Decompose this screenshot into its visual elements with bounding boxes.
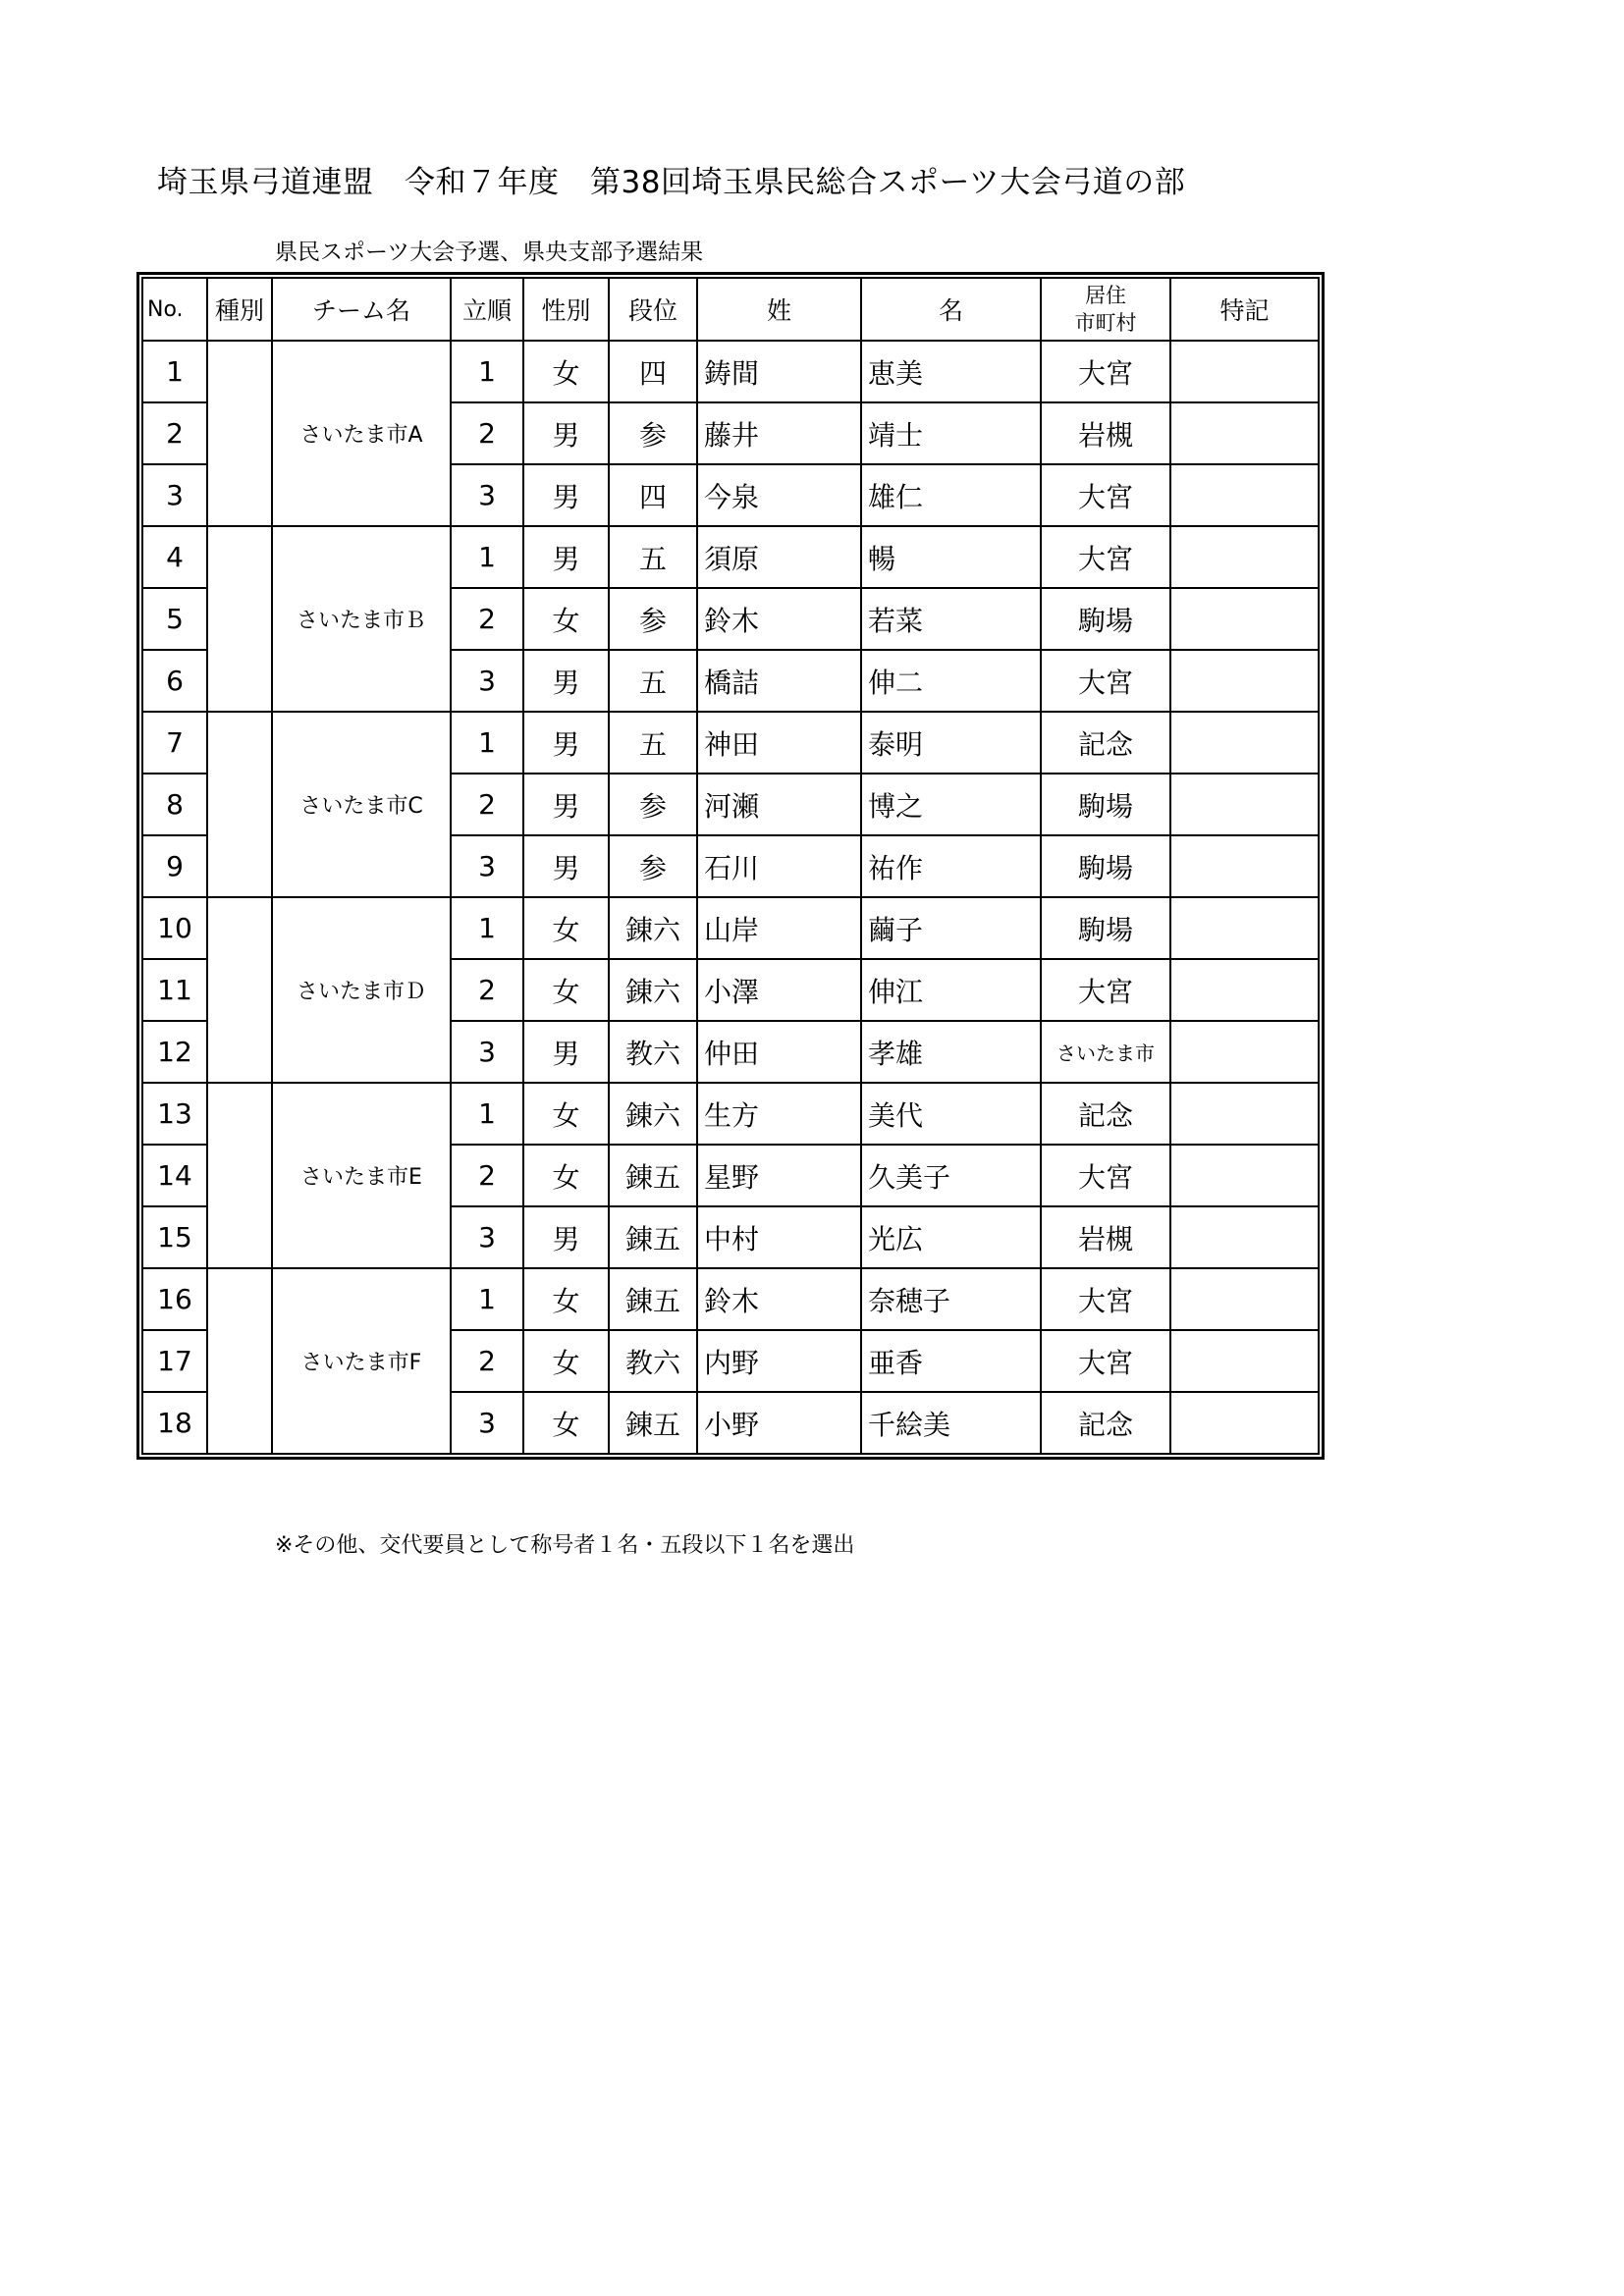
header-team: チーム名 [272, 278, 451, 341]
cell-team-name: さいたま市E [272, 1083, 451, 1268]
cell-surname: 藤井 [697, 402, 861, 464]
cell-gender: 女 [523, 959, 609, 1021]
cell-residence: 岩槻 [1041, 1206, 1170, 1268]
cell-remarks [1170, 650, 1319, 712]
cell-remarks [1170, 341, 1319, 402]
cell-no: 11 [142, 959, 207, 1021]
cell-order: 2 [451, 959, 523, 1021]
header-residence [1041, 278, 1170, 341]
cell-rank: 錬六 [609, 1083, 697, 1145]
footnote: ※その他、交代要員として称号者１名・五段以下１名を選出 [275, 1533, 855, 1558]
cell-category [207, 712, 272, 897]
cell-surname: 神田 [697, 712, 861, 774]
cell-remarks [1170, 1021, 1319, 1083]
table-row [142, 341, 1319, 402]
cell-remarks [1170, 526, 1319, 588]
cell-rank: 錬六 [609, 897, 697, 959]
cell-surname: 須原 [697, 526, 861, 588]
cell-remarks [1170, 897, 1319, 959]
cell-no: 12 [142, 1021, 207, 1083]
cell-no: 3 [142, 464, 207, 526]
cell-given-name: 奈穂子 [861, 1268, 1041, 1330]
cell-remarks [1170, 1145, 1319, 1206]
cell-residence: 駒場 [1041, 588, 1170, 650]
cell-residence: 駒場 [1041, 774, 1170, 835]
cell-residence: 大宮 [1041, 464, 1170, 526]
cell-order: 1 [451, 341, 523, 402]
cell-rank: 四 [609, 341, 697, 402]
cell-no: 14 [142, 1145, 207, 1206]
cell-given-name: 雄仁 [861, 464, 1041, 526]
cell-gender: 女 [523, 1392, 609, 1454]
table-body [142, 341, 1319, 1454]
cell-surname: 鈴木 [697, 1268, 861, 1330]
results-table [141, 277, 1320, 1455]
cell-gender: 男 [523, 835, 609, 897]
cell-gender: 男 [523, 1206, 609, 1268]
cell-remarks [1170, 464, 1319, 526]
cell-category [207, 1268, 272, 1454]
cell-gender: 女 [523, 588, 609, 650]
cell-rank: 五 [609, 526, 697, 588]
cell-given-name: 祐作 [861, 835, 1041, 897]
cell-order: 2 [451, 1145, 523, 1206]
cell-rank: 教六 [609, 1021, 697, 1083]
cell-rank: 参 [609, 588, 697, 650]
cell-category [207, 341, 272, 526]
cell-gender: 男 [523, 650, 609, 712]
cell-order: 1 [451, 1083, 523, 1145]
cell-order: 1 [451, 1268, 523, 1330]
cell-surname: 小野 [697, 1392, 861, 1454]
cell-remarks [1170, 588, 1319, 650]
cell-no: 13 [142, 1083, 207, 1145]
table-row [142, 712, 1319, 774]
cell-surname: 星野 [697, 1145, 861, 1206]
results-table-frame [136, 272, 1325, 1460]
cell-order: 1 [451, 712, 523, 774]
cell-order: 3 [451, 1392, 523, 1454]
cell-team-name: さいたま市A [272, 341, 451, 526]
cell-rank: 錬五 [609, 1145, 697, 1206]
table-header-row [142, 278, 1319, 341]
cell-no: 16 [142, 1268, 207, 1330]
cell-order: 3 [451, 650, 523, 712]
cell-rank: 錬五 [609, 1392, 697, 1454]
document-title: 埼玉県弓道連盟 令和７年度 第38回埼玉県民総合スポーツ大会弓道の部 [157, 165, 1186, 200]
cell-order: 1 [451, 897, 523, 959]
cell-no: 17 [142, 1330, 207, 1392]
cell-gender: 男 [523, 1021, 609, 1083]
cell-remarks [1170, 1268, 1319, 1330]
cell-no: 1 [142, 341, 207, 402]
header-remarks: 特記 [1170, 278, 1319, 341]
cell-remarks [1170, 1392, 1319, 1454]
cell-no: 18 [142, 1392, 207, 1454]
cell-given-name: 久美子 [861, 1145, 1041, 1206]
cell-team-name: さいたま市C [272, 712, 451, 897]
table-row [142, 1083, 1319, 1145]
cell-surname: 小澤 [697, 959, 861, 1021]
cell-order: 2 [451, 588, 523, 650]
cell-rank: 参 [609, 774, 697, 835]
table-row [142, 526, 1319, 588]
cell-gender: 女 [523, 1145, 609, 1206]
cell-residence: 大宮 [1041, 1145, 1170, 1206]
cell-rank: 五 [609, 712, 697, 774]
cell-remarks [1170, 1083, 1319, 1145]
cell-remarks [1170, 1206, 1319, 1268]
cell-rank: 錬五 [609, 1206, 697, 1268]
cell-residence: 記念 [1041, 1083, 1170, 1145]
header-no: No. [142, 278, 207, 341]
cell-residence: 記念 [1041, 1392, 1170, 1454]
header-gender: 性別 [523, 278, 609, 341]
cell-given-name: 伸江 [861, 959, 1041, 1021]
cell-surname: 石川 [697, 835, 861, 897]
cell-gender: 女 [523, 341, 609, 402]
header-residence-line2: 市町村 [1074, 311, 1137, 335]
header-given-name: 名 [861, 278, 1041, 341]
cell-no: 15 [142, 1206, 207, 1268]
cell-gender: 男 [523, 712, 609, 774]
cell-rank: 錬五 [609, 1268, 697, 1330]
cell-remarks [1170, 1330, 1319, 1392]
cell-no: 8 [142, 774, 207, 835]
header-order: 立順 [451, 278, 523, 341]
cell-order: 3 [451, 1206, 523, 1268]
cell-given-name: 若菜 [861, 588, 1041, 650]
cell-category [207, 897, 272, 1083]
cell-rank: 錬六 [609, 959, 697, 1021]
cell-no: 5 [142, 588, 207, 650]
cell-order: 3 [451, 835, 523, 897]
cell-remarks [1170, 712, 1319, 774]
cell-no: 9 [142, 835, 207, 897]
cell-remarks [1170, 835, 1319, 897]
cell-residence: 大宮 [1041, 650, 1170, 712]
header-category: 種別 [207, 278, 272, 341]
cell-no: 2 [142, 402, 207, 464]
cell-residence: 大宮 [1041, 341, 1170, 402]
cell-surname: 鈴木 [697, 588, 861, 650]
cell-gender: 女 [523, 1330, 609, 1392]
cell-given-name: 暢 [861, 526, 1041, 588]
cell-given-name: 伸二 [861, 650, 1041, 712]
cell-remarks [1170, 774, 1319, 835]
cell-residence: さいたま市 [1041, 1021, 1170, 1083]
cell-rank: 参 [609, 402, 697, 464]
cell-surname: 河瀬 [697, 774, 861, 835]
cell-surname: 橋詰 [697, 650, 861, 712]
cell-remarks [1170, 402, 1319, 464]
cell-residence: 岩槻 [1041, 402, 1170, 464]
cell-rank: 教六 [609, 1330, 697, 1392]
cell-surname: 鋳間 [697, 341, 861, 402]
cell-team-name: さいたま市Ｂ [272, 526, 451, 712]
cell-given-name: 泰明 [861, 712, 1041, 774]
cell-surname: 今泉 [697, 464, 861, 526]
cell-given-name: 美代 [861, 1083, 1041, 1145]
cell-given-name: 亜香 [861, 1330, 1041, 1392]
cell-surname: 山岸 [697, 897, 861, 959]
cell-order: 1 [451, 526, 523, 588]
cell-surname: 生方 [697, 1083, 861, 1145]
cell-category [207, 1083, 272, 1268]
cell-category [207, 526, 272, 712]
header-residence-line1: 居住 [1085, 284, 1126, 307]
cell-order: 2 [451, 1330, 523, 1392]
cell-given-name: 光広 [861, 1206, 1041, 1268]
cell-team-name: さいたま市Ｄ [272, 897, 451, 1083]
cell-residence: 大宮 [1041, 1330, 1170, 1392]
cell-gender: 女 [523, 1268, 609, 1330]
cell-given-name: 千絵美 [861, 1392, 1041, 1454]
cell-no: 10 [142, 897, 207, 959]
cell-surname: 仲田 [697, 1021, 861, 1083]
cell-rank: 参 [609, 835, 697, 897]
header-rank: 段位 [609, 278, 697, 341]
cell-residence: 駒場 [1041, 897, 1170, 959]
cell-gender: 男 [523, 464, 609, 526]
cell-gender: 男 [523, 402, 609, 464]
document-subtitle: 県民スポーツ大会予選、県央支部予選結果 [275, 240, 704, 265]
cell-given-name: 孝雄 [861, 1021, 1041, 1083]
cell-no: 7 [142, 712, 207, 774]
cell-order: 2 [451, 774, 523, 835]
cell-team-name: さいたま市F [272, 1268, 451, 1454]
table-row [142, 897, 1319, 959]
cell-rank: 五 [609, 650, 697, 712]
cell-surname: 中村 [697, 1206, 861, 1268]
cell-no: 4 [142, 526, 207, 588]
cell-gender: 女 [523, 897, 609, 959]
cell-given-name: 繭子 [861, 897, 1041, 959]
cell-no: 6 [142, 650, 207, 712]
cell-order: 3 [451, 464, 523, 526]
cell-residence: 大宮 [1041, 1268, 1170, 1330]
cell-gender: 女 [523, 1083, 609, 1145]
cell-residence: 大宮 [1041, 526, 1170, 588]
cell-rank: 四 [609, 464, 697, 526]
cell-remarks [1170, 959, 1319, 1021]
table-row [142, 1268, 1319, 1330]
cell-gender: 男 [523, 774, 609, 835]
cell-residence: 駒場 [1041, 835, 1170, 897]
cell-residence: 記念 [1041, 712, 1170, 774]
cell-order: 2 [451, 402, 523, 464]
cell-given-name: 靖士 [861, 402, 1041, 464]
cell-surname: 内野 [697, 1330, 861, 1392]
cell-given-name: 博之 [861, 774, 1041, 835]
header-surname: 姓 [697, 278, 861, 341]
cell-residence: 大宮 [1041, 959, 1170, 1021]
cell-order: 3 [451, 1021, 523, 1083]
cell-gender: 男 [523, 526, 609, 588]
cell-given-name: 恵美 [861, 341, 1041, 402]
